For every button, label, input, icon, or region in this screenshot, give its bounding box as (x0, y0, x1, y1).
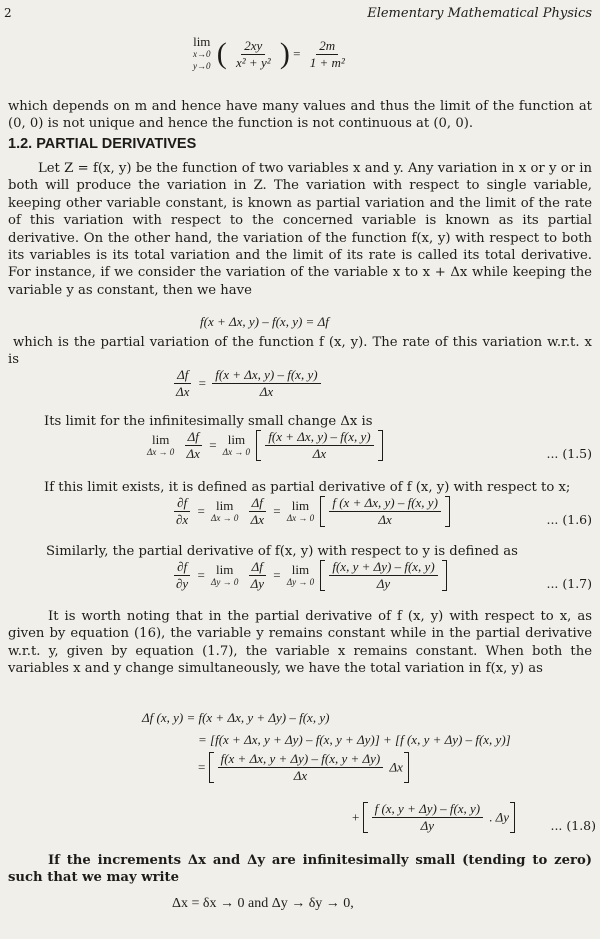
fraction-delta-f-delta-x (248, 496, 267, 527)
limit-operator (211, 497, 239, 524)
numerator: Δf (174, 368, 191, 384)
running-title: Elementary Mathematical Physics (367, 6, 592, 21)
paragraph-intro: which depends on m and hence have many values and thus the limit of the function at (0, 0) is not unique and hence the function is not continuous at (0, 0). (8, 99, 592, 132)
limit-operator (222, 431, 251, 458)
fraction-difference-quotient (265, 430, 373, 461)
numerator: 2xy (241, 39, 265, 55)
limit-operator (286, 561, 315, 588)
denominator: Δy (250, 576, 264, 591)
fraction-delta-f-delta-x (184, 430, 203, 461)
limit-operator (211, 561, 239, 588)
lim-sub-y: y→0 (193, 61, 211, 71)
equation-rate (170, 368, 324, 399)
paragraph-worth-noting: It is worth noting that in the partial derivative of f (x, y) with respect to x, as given by equation (16), the variable y remains constant while in the partial derivative w.r.t. y, given by equation (1.7), the variable x remains constant. When both the variables x and y change simultaneously, we have the total variation in f(x, y) as (8, 609, 592, 677)
lim-text: lim (216, 497, 234, 513)
page-number: 2 (4, 6, 12, 20)
fraction-difference-quotient (329, 496, 441, 527)
section-heading: 1.2. PARTIAL DERIVATIVES (8, 136, 197, 152)
paragraph-partial-derivatives: Let Z = f(x, y) be the function of two variables x and y. Any variation in x or y or in both will produce the variation in Z. The variation with respect to single variable, keeping other variable constant, is known as partial variation and the limit of the rate of this variation with respect to the concerned variable is known as its partial derivative. On the other hand, the variation of the function f(x, y) with respect to both its variables is its total variation and the limit of its rate is called its total derivative. For instance, if we consider the variation of the variable x to x + Δx while keeping the variable y as constant, then we have (8, 161, 592, 298)
lim-text: lim (291, 497, 310, 513)
fraction-difference-quotient (329, 560, 437, 591)
equation-1-8-line-3 (198, 752, 409, 783)
denominator: Δx (293, 768, 308, 783)
equation-label-1-7: ... (1.7) (546, 576, 592, 591)
equation-1-5 (144, 430, 383, 461)
equation-1-8-line-1: Δf (x, y) = f(x + Δx, y + Δy) – f(x, y) (142, 710, 330, 725)
equals-sign: = (197, 503, 205, 519)
equals-sign: = (198, 759, 206, 775)
denominator: 1 + m² (309, 54, 345, 70)
multiplier-delta-y: . Δy (489, 809, 510, 825)
equation-1-8-line-4 (352, 802, 515, 833)
numerator: Δf (249, 560, 266, 576)
denominator: Δx (378, 512, 392, 527)
plus-sign: + (352, 809, 360, 825)
top-limit-formula: lim x→0 y→0 ( $\frac{2xy}{\text{x² + y²}}$ ) = $\frac{2m}{\text{1 + m²}}$ (190, 36, 351, 72)
equation-1-6 (170, 496, 450, 527)
bracket (256, 430, 382, 461)
equals-sign: = (273, 567, 281, 583)
numerator: 2m (316, 39, 338, 55)
paragraph-if-exists: If this limit exists, it is defined as partial derivative of f (x, y) with respect to x; (44, 480, 571, 495)
equals-sign: = (197, 567, 205, 583)
numerator: ∂f (174, 496, 190, 512)
fraction-x-increment (218, 752, 384, 783)
equation-1-7 (170, 560, 447, 591)
bracket (363, 802, 515, 833)
equation-1-8-line-2: = [f(x + Δx, y + Δy) – f(x, y + Δy)] + [f (x, y + Δy) – f(x, y)] (198, 732, 511, 747)
numerator: f(x, y + Δy) – f(x, y) (329, 560, 437, 576)
lim-sub: Δy → 0 (286, 576, 315, 587)
denominator: Δy (420, 818, 435, 833)
lim-text: lim (193, 34, 211, 49)
numerator: f(x + Δx, y + Δy) – f(x, y + Δy) (218, 752, 384, 768)
equation-final: Δx = δx → 0 and Δy → δy → 0, (172, 896, 354, 911)
equation-label-1-6: ... (1.6) (546, 512, 592, 527)
numerator: f (x + Δx, y) – f(x, y) (329, 496, 441, 512)
bracket (209, 752, 409, 783)
multiplier-delta-x: Δx (389, 759, 403, 775)
fraction-rate (212, 368, 320, 399)
bracket (320, 560, 446, 591)
numerator: f(x + Δx, y) – f(x, y) (212, 368, 320, 384)
limit-operator (286, 497, 315, 524)
numerator: f (x, y + Δy) – f(x, y) (372, 802, 484, 818)
fraction-delta-f-delta-x (173, 368, 192, 399)
denominator: Δx (176, 384, 190, 399)
paragraph-partial-variation: which is the partial variation of the function f (x, y). The rate of this variation w.r.t. x is (8, 335, 592, 368)
numerator: f(x + Δx, y) – f(x, y) (265, 430, 373, 446)
equals-sign: = (273, 503, 281, 519)
lim-text: lim (151, 431, 170, 447)
equation-label-1-8: ... (1.8) (550, 818, 596, 833)
fraction-partial (173, 496, 191, 527)
numerator: ∂f (174, 560, 190, 576)
equals-sign: = (209, 437, 217, 453)
fraction-rhs (307, 39, 348, 70)
denominator: x² + y² (236, 54, 271, 70)
lim-sub: Δx → 0 (147, 446, 175, 457)
fraction-partial (173, 560, 191, 591)
limit-operator (193, 36, 211, 72)
paragraph-similarly: Similarly, the partial derivative of f(x, y) with respect to y is defined as (46, 544, 518, 559)
denominator: Δx (250, 512, 264, 527)
bracket (320, 496, 450, 527)
denominator: Δx (186, 446, 200, 461)
numerator: Δf (249, 496, 266, 512)
fraction-delta-f-delta-y (248, 560, 267, 591)
fraction-y-increment (372, 802, 484, 833)
limit-operator (147, 431, 175, 458)
denominator: Δx (259, 384, 274, 399)
lim-text: lim (291, 561, 310, 577)
denominator: Δy (376, 576, 391, 591)
lim-sub: Δx → 0 (222, 446, 251, 457)
denominator: Δx (312, 446, 327, 461)
denominator: ∂x (176, 512, 189, 527)
lim-text: lim (227, 431, 246, 447)
lim-sub-x: x→0 (193, 49, 211, 59)
lim-sub: Δy → 0 (211, 576, 239, 587)
lim-sub: Δx → 0 (286, 512, 315, 523)
equals-sign: = (293, 46, 301, 61)
equation-label-1-5: ... (1.5) (546, 446, 592, 461)
fraction (233, 39, 274, 70)
paragraph-increments: If the increments Δx and Δy are infinitesimally small (tending to zero) such that we may write (8, 853, 592, 886)
denominator: ∂y (176, 576, 189, 591)
equals-sign: = (198, 375, 206, 391)
equation-delta-f: f(x + Δx, y) – f(x, y) = Δf (200, 314, 329, 329)
paragraph-limit: Its limit for the infinitesimally small change Δx is (44, 414, 373, 429)
numerator: Δf (185, 430, 202, 446)
lim-text: lim (216, 561, 234, 577)
lim-sub: Δx → 0 (211, 512, 239, 523)
